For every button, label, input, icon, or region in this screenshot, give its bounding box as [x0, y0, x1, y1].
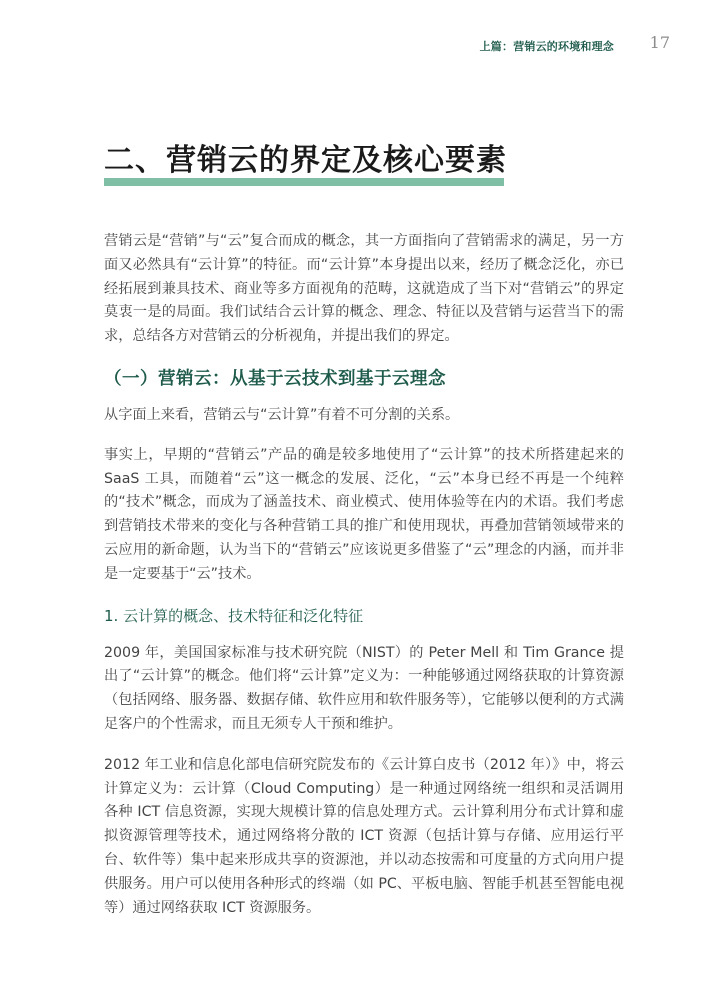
intro-paragraph: 营销云是“营销”与“云”复合而成的概念，其一方面指向了营销需求的满足，另一方面又必然具有“云计算”的特征。而“云计算”本身提出以来，经历了概念泛化，亦已经拓展到兼具技术、商业等多方面视角的范畴，这就造成了当下对“营销云”的界定莫衷一是的局面。我们试结合云计算的概念、理念、特征以及营销与运营当下的需求，总结各方对营销云的分析视角，并提出我们的界定。	[104, 233, 624, 345]
section-paragraph: 从字面上来看，营销云与“云计算”有着不可分割的关系。	[104, 406, 460, 423]
chapter-title: 二、营销云的界定及核心要素	[104, 143, 507, 178]
running-header: 上篇：营销云的环境和理念	[479, 40, 614, 53]
title-underline-bar	[104, 178, 504, 186]
subsection-paragraph: 2012 年工业和信息化部电信研究院发布的《云计算白皮书（2012 年）》中，将云计算定义为：云计算（Cloud Computing）是一种通过网络统一组织和灵活调用各种 ICT 信息资源，实现大规模计算的信息处理方式。云计算利用分布式计算和虚拟资源管理等技术，通过网络将分散的 ICT 资源（包括计算与存储、应用运行平台、软件等）集中起来形成共享的资源池，并以动态按需和可度量的方式向用户提供服务。用户可以使用各种形式的终端（如 PC、平板电脑、智能手机甚至智能电视等）通过网络获取 ICT 资源服务。	[104, 756, 624, 916]
subsection-paragraph: 2009 年，美国国家标准与技术研究院（NIST）的 Peter Mell 和 Tim Grance 提出了“云计算”的概念。他们将“云计算”定义为：一种能够通过网络获取的计算资源（包括网络、服务器、数据存储、软件应用和软件服务等），它能够以便利的方式满足客户的个性需求，而且无须专人干预和维护。	[104, 644, 624, 732]
body-content	[104, 230, 624, 937]
subsection-heading: 1. 云计算的概念、技术特征和泛化特征	[104, 606, 364, 625]
section-heading: （一）营销云：从基于云技术到基于云理念	[104, 368, 446, 389]
section-paragraph: 事实上，早期的“营销云”产品的确是较多地使用了“云计算”的技术所搭建起来的 SaaS 工具，而随着“云”这一概念的发展、泛化，“云”本身已经不再是一个纯粹的“技术”概念，而成为了涵盖技术、商业模式、使用体验等在内的术语。我们考虑到营销技术带来的变化与各种营销工具的推广和使用现状，再叠加营销领域带来的云应用的新命题，认为当下的“营销云”应该说更多借鉴了“云”理念的内涵，而并非是一定要基于“云”技术。	[104, 446, 624, 582]
page-number: 17	[649, 33, 670, 52]
